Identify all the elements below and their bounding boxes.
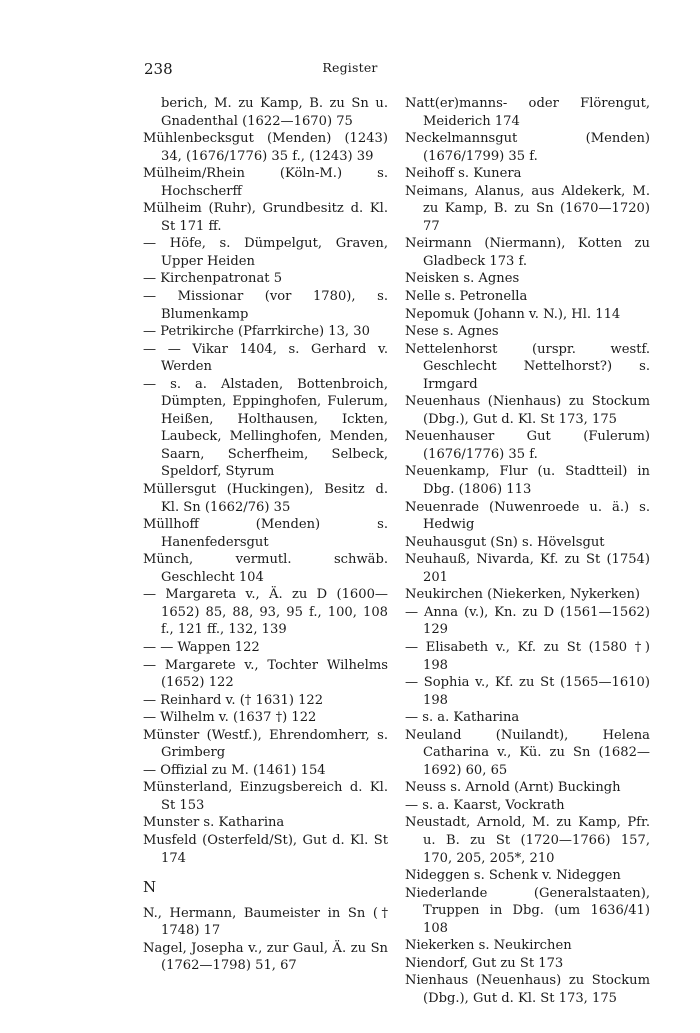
index-entry: Münsterland, Einzugsbereich d. Kl. St 153	[143, 780, 388, 813]
index-entry: — Reinhard v. († 1631) 122	[143, 692, 324, 708]
index-entry: Neirmann (Niermann), Kotten zu Gladbeck 173 f.	[405, 236, 650, 269]
index-entry: Neuenrade (Nuwenroede u. ä.) s. Hedwig	[405, 499, 650, 533]
index-entry: — Kirchenpatronat 5	[143, 271, 283, 287]
index-entry: — Anna (v.), Kn. zu D (1561—1562) 129	[405, 604, 650, 638]
index-entry: Neisken s. Agnes	[405, 271, 520, 287]
index-entry: Nettelenhorst (urspr. westf. Geschlecht Nettelhorst?) s. Irmgard	[405, 341, 650, 392]
index-entry: — Sophia v., Kf. zu St (1565—1610) 198	[405, 675, 650, 708]
index-entry: — — Wappen 122	[143, 639, 260, 655]
index-entry: Neuenhauser Gut (Fulerum) (1676/1776) 35 f.	[405, 429, 650, 462]
index-column-left	[143, 95, 388, 975]
index-entry: Müllhoff (Menden) s. Hanenfedersgut	[143, 517, 388, 550]
index-entry: Mülheim (Ruhr), Grundbesitz d. Kl. St 171 ff.	[143, 201, 388, 234]
index-entry: Neuhausgut (Sn) s. Hövelsgut	[405, 534, 605, 550]
index-entry: Münch, vermutl. schwäb. Geschlecht 104	[143, 552, 388, 585]
index-entry: Munster s. Katharina	[143, 815, 285, 831]
index-entry: Neuss s. Arnold (Arnt) Buckingh	[405, 780, 621, 796]
index-entry: Neuhauß, Nivarda, Kf. zu St (1754) 201	[405, 552, 650, 585]
index-entry: — Petrikirche (Pfarrkirche) 13, 30	[143, 324, 370, 340]
index-entry: — Wilhelm v. (1637 †) 122	[143, 710, 317, 726]
index-entry: N., Hermann, Baumeister in Sn († 1748) 17	[143, 905, 388, 939]
index-entry: Mühlenbecksgut (Menden) (1243) 34, (1676/1776) 35 f., (1243) 39	[143, 131, 388, 164]
index-entry: Nelle s. Petronella	[405, 289, 528, 305]
index-entry: Nagel, Josepha v., zur Gaul, Ä. zu Sn (1762—1798) 51, 67	[143, 940, 388, 974]
index-column-right	[405, 95, 650, 1007]
index-entry: Musfeld (Osterfeld/St), Gut d. Kl. St 174	[143, 832, 388, 866]
page-number: 238	[144, 60, 173, 78]
index-entry: Neckelmannsgut (Menden) (1676/1799) 35 f.	[405, 131, 650, 164]
index-entry: Neustadt, Arnold, M. zu Kamp, Pfr. u. B. zu St (1720—1766) 157, 170, 205, 205*, 210	[405, 815, 650, 866]
index-entry: Mülheim/Rhein (Köln-M.) s. Hochscherff	[143, 166, 388, 199]
index-entry: berich, M. zu Kamp, B. zu Sn u. Gnadenthal (1622—1670) 75	[161, 96, 388, 129]
index-entry: Neuenkamp, Flur (u. Stadtteil) in Dbg. (1806) 113	[405, 464, 650, 498]
index-entry: Nepomuk (Johann v. N.), Hl. 114	[405, 306, 621, 322]
index-entry: — — Vikar 1404, s. Gerhard v. Werden	[143, 341, 388, 375]
index-entry: — Elisabeth v., Kf. zu St (1580 †) 198	[405, 639, 650, 673]
index-entry: — Margarete v., Tochter Wilhelms (1652) 122	[143, 657, 388, 691]
index-entry: — Höfe, s. Dümpelgut, Graven, Upper Heiden	[143, 236, 388, 269]
index-entry: Niederlande (Generalstaaten), Truppen in Dbg. (um 1636/41) 108	[405, 885, 650, 936]
index-entry: Neuenhaus (Nienhaus) zu Stockum (Dbg.), Gut d. Kl. St 173, 175	[405, 394, 650, 427]
index-entry: — s. a. Katharina	[405, 710, 520, 726]
index-entry: — Missionar (vor 1780), s. Blumenkamp	[143, 289, 388, 322]
index-entry: — s. a. Kaarst, Vockrath	[405, 797, 565, 813]
index-entry: — s. a. Alstaden, Bottenbroich, Dümpten, Eppinghofen, Fulerum, Heißen, Holthausen, Ickten, Laubeck, Mellinghofen, Menden, Saarn, Scherfheim, Selbeck, Speldorf, Styrum	[143, 376, 388, 480]
index-entry: Neuland (Nuilandt), Helena Catharina v., Kü. zu Sn (1682—1692) 60, 65	[405, 727, 650, 778]
index-entry: Niekerken s. Neukirchen	[405, 938, 572, 954]
running-title: Register	[322, 60, 378, 75]
index-entry: Neimans, Alanus, aus Aldekerk, M. zu Kamp, B. zu Sn (1670—1720) 77	[405, 183, 650, 234]
index-entry: Münster (Westf.), Ehrendomherr, s. Grimberg	[143, 727, 388, 761]
letter-heading: N	[143, 878, 157, 897]
index-entry: — Margareta v., Ä. zu D (1600—1652) 85, 88, 93, 95 f., 100, 108 f., 121 ff., 132, 139	[143, 587, 388, 638]
index-entry: Nienhaus (Neuenhaus) zu Stockum (Dbg.), Gut d. Kl. St 173, 175	[405, 973, 650, 1006]
index-entry: Nese s. Agnes	[405, 324, 499, 340]
index-entry: Natt(er)manns- oder Flörengut, Meiderich 174	[405, 96, 650, 129]
index-entry: Niendorf, Gut zu St 173	[405, 955, 564, 971]
index-entry: Neukirchen (Niekerken, Nykerken)	[405, 587, 641, 603]
index-entry: Nideggen s. Schenk v. Nideggen	[405, 868, 621, 884]
index-entry: Neihoff s. Kunera	[405, 166, 522, 182]
index-entry: — Offizial zu M. (1461) 154	[143, 762, 326, 778]
index-entry: Müllersgut (Huckingen), Besitz d. Kl. Sn (1662/76) 35	[143, 482, 388, 515]
